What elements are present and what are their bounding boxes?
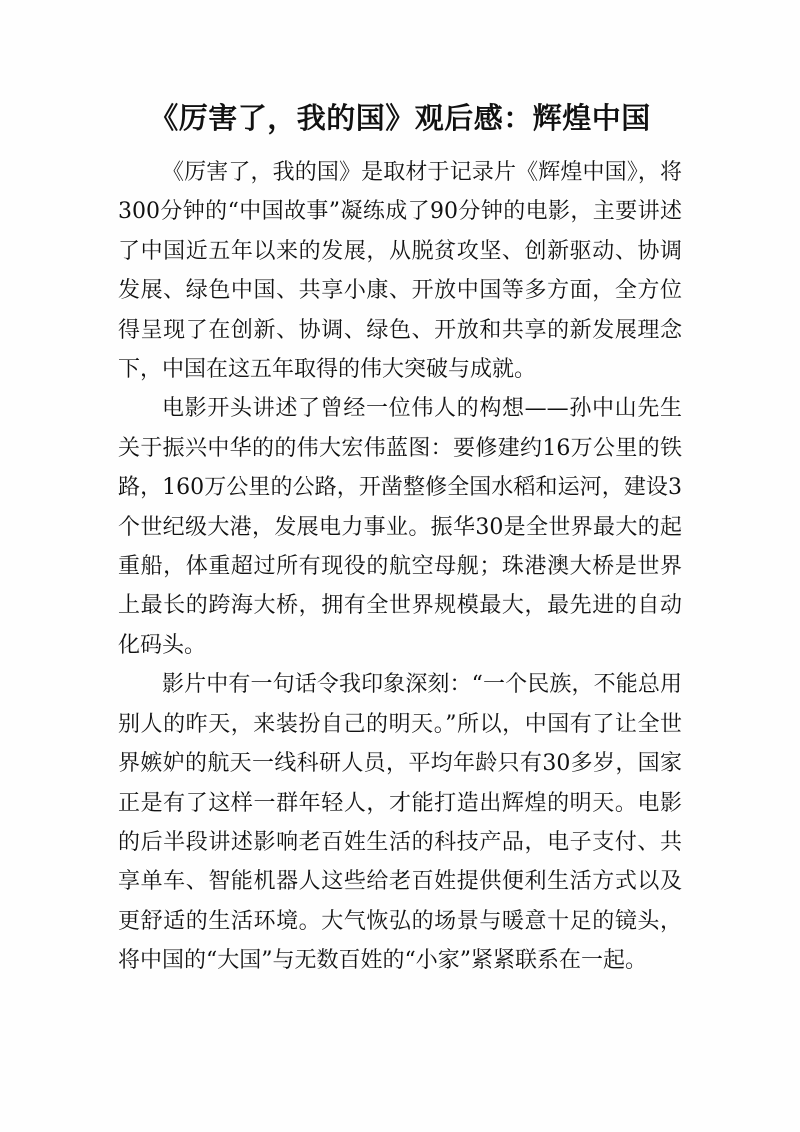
paragraph-intro: 《厉害了，我的国》是取材于记录片《辉煌中国》，将300分钟的“中国故事”凝练成了90分钟的电影，主要讲述了中国近五年以来的发展，从脱贫攻坚、创新驱动、协调发展、绿色中国、共享小康、开放中国等多方面，全方位得呈现了在创新、协调、绿色、开放和共享的新发展理念下，中国在这五年取得的伟大突破与成就。 xyxy=(118,160,682,383)
document-title: 《厉害了，我的国》观后感：辉煌中国 xyxy=(149,101,651,135)
document-body xyxy=(118,153,682,981)
paragraph-opening-vision: 电影开头讲述了曾经一位伟人的构想——孙中山先生关于振兴中华的的伟大宏伟蓝图：要修建约16万公里的铁路，160万公里的公路，开凿整修全国水稻和运河，建设3个世纪级大港，发展电力事业。振华30是全世界最大的起重船，体重超过所有现役的航空母舰；珠港澳大桥是世界上最长的跨海大桥，拥有全世界规模最大，最先进的自动化码头。 xyxy=(118,396,682,658)
paragraph-impression: 影片中有一句话令我印象深刻：“一个民族，不能总用别人的昨天，来装扮自己的明天。”所以，中国有了让全世界嫉妒的航天一线科研人员，平均年龄只有30多岁，国家正是有了这样一群年轻人，才能打造出辉煌的明天。电影的后半段讲述影响老百姓生活的科技产品，电子支付、共享单车、智能机器人这些给老百姓提供便利生活方式以及更舒适的生活环境。大气恢弘的场景与暖意十足的镜头，将中国的“大国”与无数百姓的“小家”紧紧联系在一起。 xyxy=(118,672,682,974)
